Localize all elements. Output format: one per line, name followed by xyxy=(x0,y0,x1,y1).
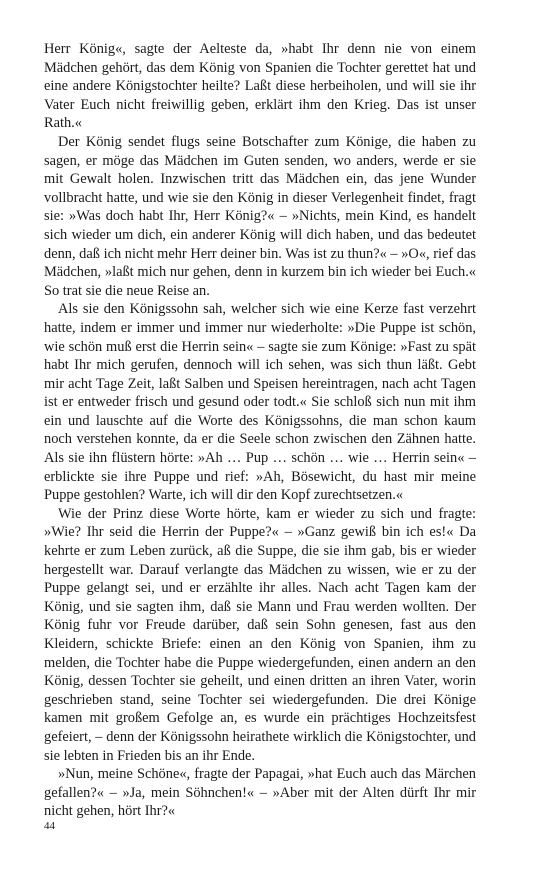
page-body xyxy=(44,40,476,821)
paragraph-5: »Nun, meine Schöne«, fragte der Papagai, »hat Euch auch das Märchen gefallen?« – »Ja, mein Söhnchen!« – »Aber mit der Alten dürft Ihr mir nicht gehen, hört Ihr?« xyxy=(44,766,476,820)
paragraph-1: Herr König«, sagte der Aelteste da, »habt Ihr denn nie von einem Mädchen gehört, das dem König von Spanien die Tochter gerettet hat und eine andere Königstochter heilte? Laßt diese herbeiholen, und will sie ihr Vater Euch nicht freiwillig geben, erklärt ihm den Krieg. Das ist unser Rath.« xyxy=(44,41,476,132)
page-number: 44 xyxy=(44,820,55,832)
paragraph-2: Der König sendet flugs seine Botschafter zum Könige, die haben zu sagen, er möge das Mädchen im Guten senden, wo anders, werde er sie mit Gewalt holen. Inzwischen tritt das Mädchen ein, das jene Wunder vollbracht hatte, und wie sie den König in dieser Verlegenheit findet, fragt sie: »Was doch habt Ihr, Herr König?« – »Nichts, mein Kind, es handelt sich wieder um dich, ein anderer König will dich haben, und das bedeutet denn, daß ich nicht mehr Herr deiner bin. Was ist zu thun?« – »O«, rief das Mädchen, »laßt mich nur gehen, denn in kurzem bin ich wieder bei Euch.« So trat sie die neue Reise an. xyxy=(44,133,476,299)
paragraph-3: Als sie den Königssohn sah, welcher sich wie eine Kerze fast verzehrt hatte, indem er immer und immer nur wiederholte: »Die Puppe ist schön, wie schön muß erst die Herrin sein« – sagte sie zum Könige: »Fast zu spät habt Ihr mich gerufen, dennoch will ich sehen, was sich thun läßt. Gebt mir acht Tage Zeit, laßt Salben und Speisen hereintragen, nach acht Tagen ist er entweder frisch und gesund oder todt.« Sie schloß sich nun mit ihm ein und lauschte auf die Worte des Königssohns, die man schon kaum noch verstehen konnte, da er die Seele schon zwischen den Zähnen hatte. Als sie ihn flüstern hörte: »Ah … Pup … schön … wie … Herrin sein« – erblickte sie ihre Puppe und rief: »Ah, Bösewicht, du hast mir meine Puppe gestohlen? Warte, ich will dir den Kopf zurechtsetzen.« xyxy=(44,301,476,504)
paragraph-4: Wie der Prinz diese Worte hörte, kam er wieder zu sich und fragte: »Wie? Ihr seid die Herrin der Puppe?« – »Ganz gewiß bin ich es!« Da kehrte er zum Leben zurück, aß die Suppe, die sie ihm gab, bis er wieder hergestellt war. Darauf verlangte das Mädchen zu wissen, wie er zu der Puppe gelangt sei, und er erzählte ihr alles. Nach acht Tagen kam der König, und sie sagten ihm, daß sie Mann und Frau werden wollten. Der König fuhr vor Freude darüber, daß sein Sohn genesen, fast aus den Kleidern, schickte Briefe: einen an den König von Spanien, ihm zu melden, die Tochter habe die Puppe wiedergefunden, einen andern an den König, dessen Tochter sie geheilt, und einen dritten an ihren Vater, worin geschrieben stand, seine Tochter sei wiedergefunden. Die drei Könige kamen mit großem Gefolge an, es wurde ein prächtiges Hochzeitsfest gefeiert, – denn der Königssohn heirathete wirklich die Königstochter, und sie lebten in Frieden bis an ihr Ende. xyxy=(44,505,476,764)
